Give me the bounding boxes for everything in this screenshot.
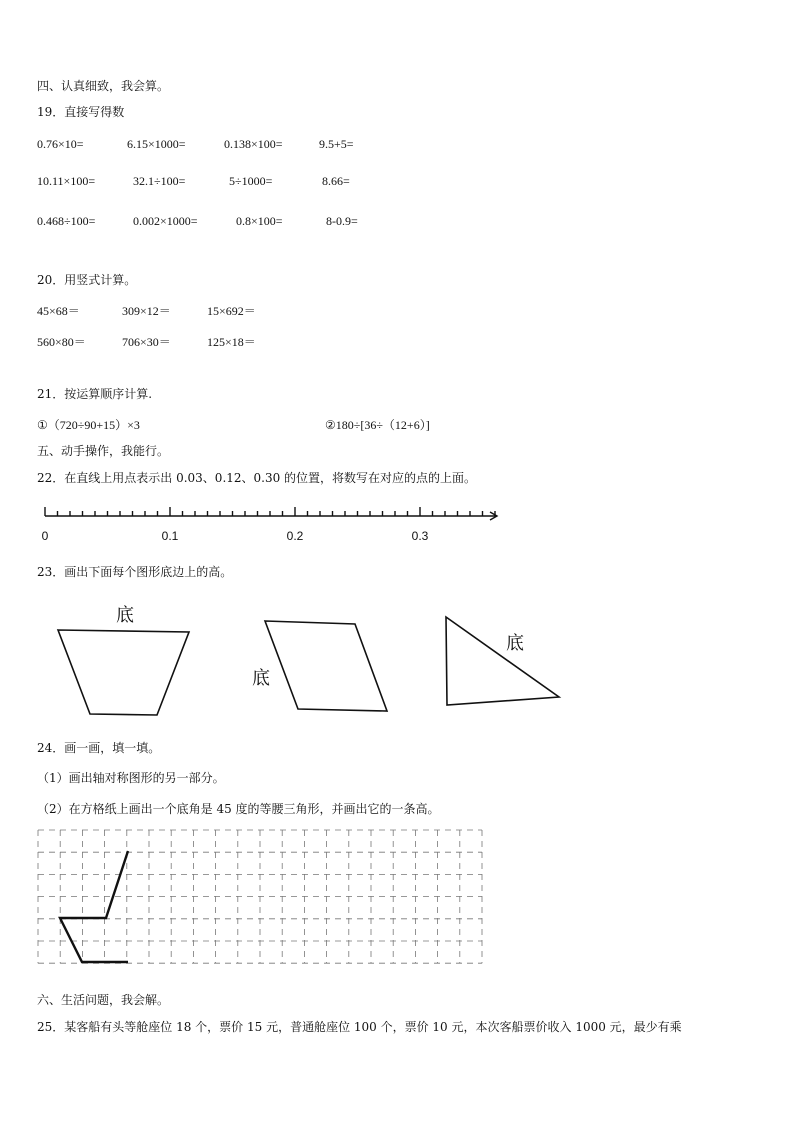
q20-r2-c3: 125×18＝ [207, 335, 256, 349]
q19-r2-c2: 32.1÷100= [133, 174, 186, 188]
q19-r2-c1: 10.11×100= [37, 174, 96, 188]
number-line-arrow [490, 512, 497, 520]
q20-title: 20．用竖式计算。 [37, 273, 137, 287]
q19-r3-c3: 0.8×100= [236, 214, 283, 228]
parallelogram-shape [265, 621, 387, 711]
q19-r3-c4: 8-0.9= [326, 214, 358, 228]
number-line-label: 0.1 [161, 529, 179, 543]
triangle-base-label: 底 [506, 633, 524, 654]
number-line-label: 0.2 [286, 529, 304, 543]
q22-title: 22．在直线上用点表示出 0.03、0.12、0.30 的位置，将数写在对应的点的上面。 [37, 471, 477, 485]
q20-r1-c3: 15×692＝ [207, 304, 256, 318]
q21-item-1: ①（720÷90+15）×3 [37, 418, 140, 432]
q19-r3-c2: 0.002×1000= [133, 214, 198, 228]
trapezoid-base-label: 底 [116, 605, 134, 626]
q19-r1-c1: 0.76×10= [37, 137, 84, 151]
q19-r2-c3: 5÷1000= [229, 174, 273, 188]
q19-r1-c3: 0.138×100= [224, 137, 283, 151]
section-6-heading: 六、生活问题，我会解。 [37, 993, 170, 1007]
q19-r1-c2: 6.15×1000= [127, 137, 186, 151]
q23-title: 23．画出下面每个图形底边上的高。 [37, 565, 233, 579]
q21-title: 21．按运算顺序计算. [37, 387, 153, 401]
q19-r3-c1: 0.468÷100= [37, 214, 96, 228]
q24-sub-2: （2）在方格纸上画出一个底角是 45 度的等腰三角形，并画出它的一条高。 [37, 802, 440, 816]
half-figure [60, 851, 128, 962]
q24-sub-1: （1）画出轴对称图形的另一部分。 [37, 771, 225, 785]
q20-r2-c1: 560×80＝ [37, 335, 86, 349]
q19-r1-c4: 9.5+5= [319, 137, 354, 151]
q20-r1-c1: 45×68＝ [37, 304, 80, 318]
section-5-heading: 五、动手操作，我能行。 [37, 444, 170, 458]
parallelogram-base-label: 底 [252, 668, 270, 689]
number-line-label: 0 [41, 529, 49, 543]
q25-title: 25．某客船有头等舱座位 18 个，票价 15 元，普通舱座位 100 个，票价 10 元，本次客船票价收入 1000 元，最少有乘 [37, 1020, 682, 1034]
section-4-heading: 四、认真细致，我会算。 [37, 79, 170, 93]
q21-item-2: ②180÷[36÷（12+6）] [325, 418, 430, 432]
number-line-label: 0.3 [411, 529, 429, 543]
q20-r2-c2: 706×30＝ [122, 335, 171, 349]
q24-title: 24．画一画，填一填。 [37, 741, 161, 755]
q19-title: 19．直接写得数 [37, 105, 125, 119]
trapezoid-shape [58, 630, 189, 715]
q20-r1-c2: 309×12＝ [122, 304, 171, 318]
triangle-shape [446, 617, 559, 705]
q19-r2-c4: 8.66= [322, 174, 350, 188]
